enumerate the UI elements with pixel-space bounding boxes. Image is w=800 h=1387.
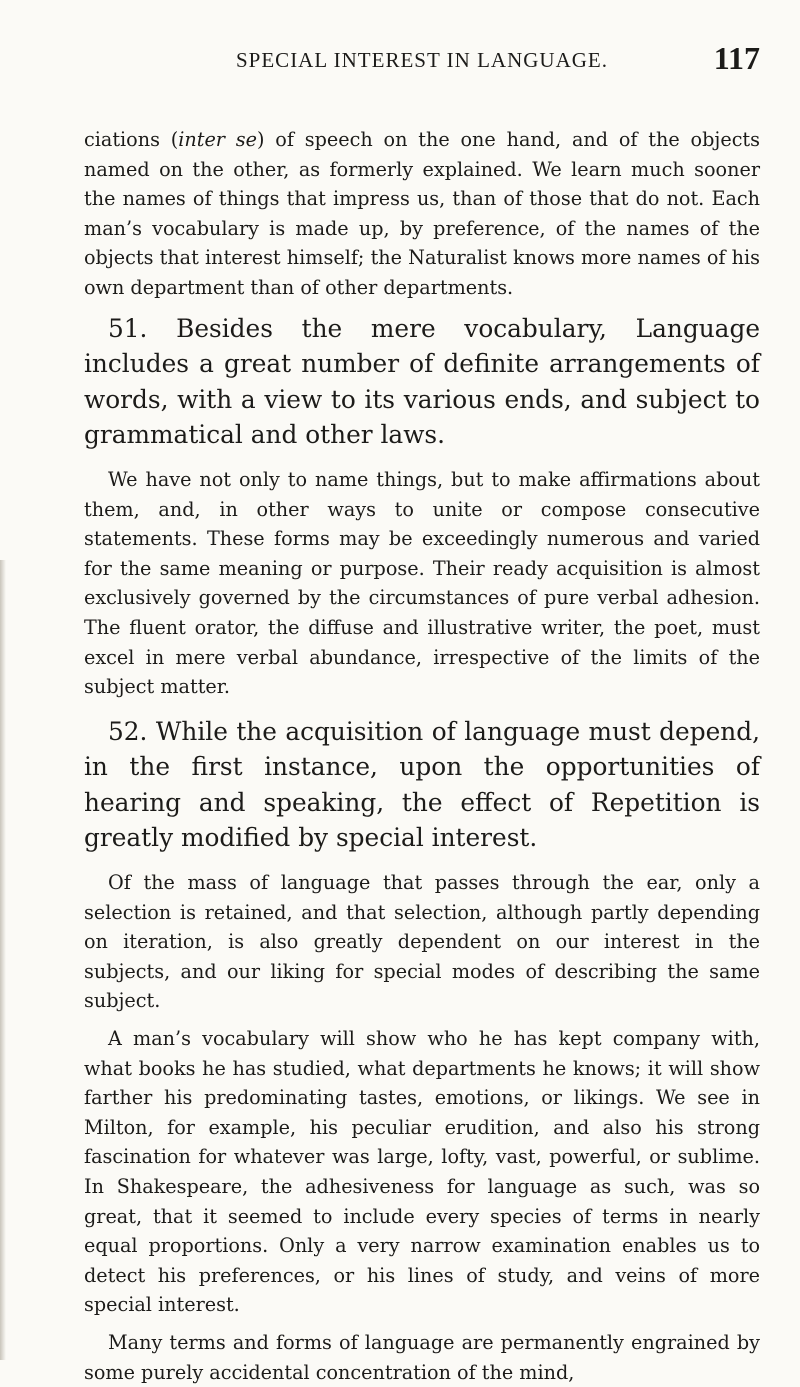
paragraph-5: Of the mass of language that passes through the ear, only a selection is retained, and that selection, although partly depending on iteration, is also greatly dependent on our interest in the subjects, and our liking for special modes of describing the same subject. — [84, 871, 760, 1013]
paragraph-7: Many terms and forms of language are permanently engrained by some purely accidental concentration of the mind, — [84, 1330, 760, 1384]
paragraph-3: We have not only to name things, but to make affirmations about them, and, in other ways to unite or compose consecutive statements. These forms may be exceedingly numerous and varied for the same meaning or purpose. Their ready acquisition is almost exclusively governed by the circumstances of pure verbal adhesion. The fluent orator, the diffuse and illustrative writer, the poet, must excel in mere verbal abundance, irrespective of the limits of the subject matter. — [84, 467, 760, 699]
scan-edge-shadow — [0, 560, 6, 1360]
paragraph-6: A man’s vocabulary will show who he has kept company with, what books he has studied, what departments he knows; it will show farther his predominating tastes, emotions, or likings. We see in Milton, for example, his peculiar erudition, and also his strong fascination for whatever was large, lofty, vast, powerful, or sublime. In Shakespeare, the adhesiveness for language as such, was so great, that it seemed to include every species of terms in nearly equal proportions. Only a very narrow examination enables us to detect his preferences, or his lines of study, and veins of more special interest. — [84, 1027, 760, 1317]
page-body — [84, 125, 760, 1387]
paragraph-1: ciations (inter se) of speech on the one hand, and of the objects named on the other, as formerly explained. We learn much sooner the names of things that impress us, than of those that do not. Each man’s vocabulary is made up, by preference, of the names of the objects that interest himself; the Naturalist knows more names of his own department than of other departments. — [84, 128, 760, 299]
paragraph-section-52: 52. While the acquisition of language must depend, in the first instance, upon the opportunities of hearing and speaking, the effect of Repetition is greatly modified by special interest. — [84, 716, 760, 853]
running-head: SPECIAL INTEREST IN LANGUAGE. — [236, 48, 608, 72]
page-header — [84, 40, 760, 80]
page-number: 117 — [713, 40, 760, 76]
book-page — [84, 40, 760, 1387]
paragraph-section-51: 51. Besides the mere vocabulary, Language includes a great number of definite arrangements of words, with a view to its various ends, and subject to grammatical and other laws. — [84, 313, 760, 450]
latin-phrase: inter se — [178, 128, 257, 151]
